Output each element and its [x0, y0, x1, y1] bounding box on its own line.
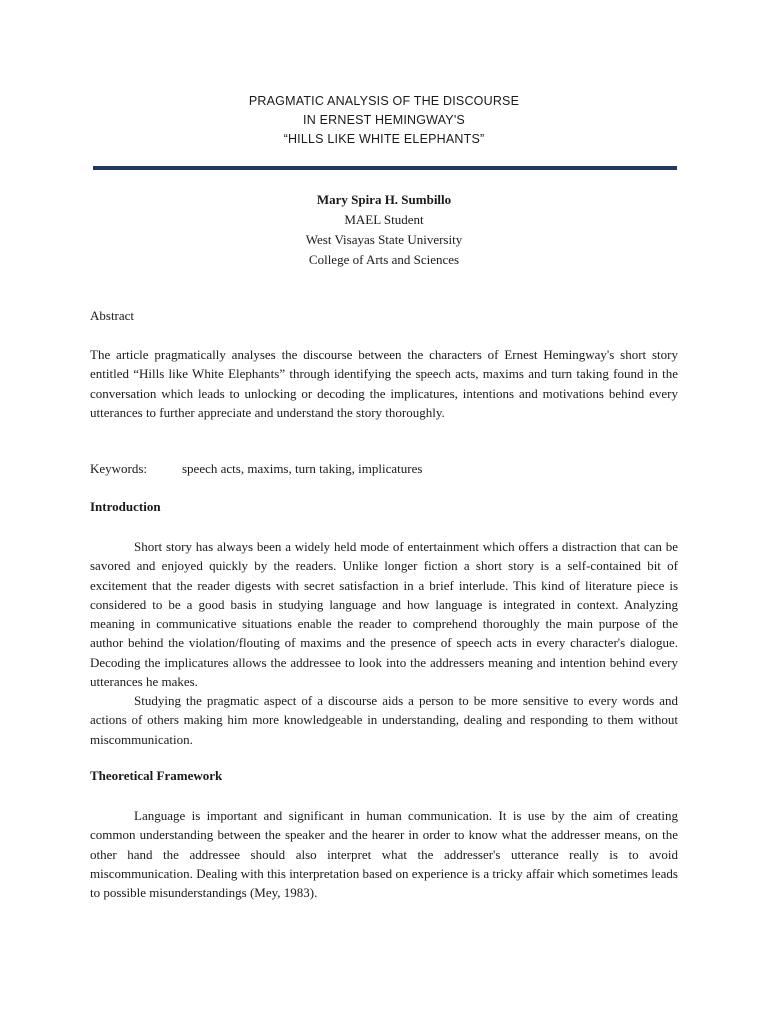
- keywords-value: speech acts, maxims, turn taking, implicatures: [182, 461, 423, 476]
- paper-title: [0, 92, 768, 149]
- author-role: MAEL Student: [344, 212, 424, 227]
- abstract-text: The article pragmatically analyses the discourse between the characters of Ernest Hemingway's short story entitled “Hills like White Elephants” through identifying the speech acts, maxims and turn taking found in the conversation which leads to unlocking or decoding the implicatures, intentions and motivations behind every utterances to further appreciate and understand the story thoroughly.: [90, 347, 678, 420]
- title-divider: [93, 166, 677, 170]
- keywords-label: Keywords:: [90, 461, 148, 476]
- title-line-2: IN ERNEST HEMINGWAY'S: [303, 113, 465, 127]
- introduction-heading: Introduction: [90, 499, 161, 514]
- author-college: College of Arts and Sciences: [308, 252, 460, 267]
- author-university: West Visayas State University: [305, 232, 463, 247]
- introduction-paragraph-2: Studying the pragmatic aspect of a discourse aids a person to be more sensitive to every words and actions of others making him more knowledgeable in understanding, dealing and responding to them without miscommunication.: [90, 693, 678, 747]
- introduction-paragraph-1: Short story has always been a widely held mode of entertainment which offers a distraction that can be savored and enjoyed quickly by the readers. Unlike longer fiction a short story is a self-contained bit of excitement that the reader digests with secret satisfaction in a brief interlude. This kind of literature piece is considered to be a good basis in studying language and how language is integrated in context. Analyzing meaning in communicative situations enable the reader to comprehend thoroughly the main purpose of the author behind the violation/flouting of maxims and the presence of speech acts in every character's dialogue. Decoding the implicatures allows the addressee to look into the addressers meaning and intention behind every utterances he makes.: [90, 539, 678, 690]
- author-name: Mary Spira H. Sumbillo: [316, 192, 452, 207]
- title-line-3: “HILLS LIKE WHITE ELEPHANTS”: [283, 132, 485, 146]
- keywords-line: [90, 461, 422, 477]
- framework-heading: Theoretical Framework: [90, 768, 223, 783]
- author-block: [0, 190, 768, 270]
- framework-paragraph-1: Language is important and significant in human communication. It is use by the aim of creating common understanding between the speaker and the hearer in order to know what the addresser means, on the other hand the addressee should also interpret what the addresser's utterance really is to avoid miscommunication. Dealing with this interpretation based on experience is a tricky affair which sometimes leads to possible misunderstandings (Mey, 1983).: [90, 808, 678, 901]
- title-line-1: PRAGMATIC ANALYSIS OF THE DISCOURSE: [248, 94, 520, 108]
- abstract-heading: Abstract: [90, 308, 135, 323]
